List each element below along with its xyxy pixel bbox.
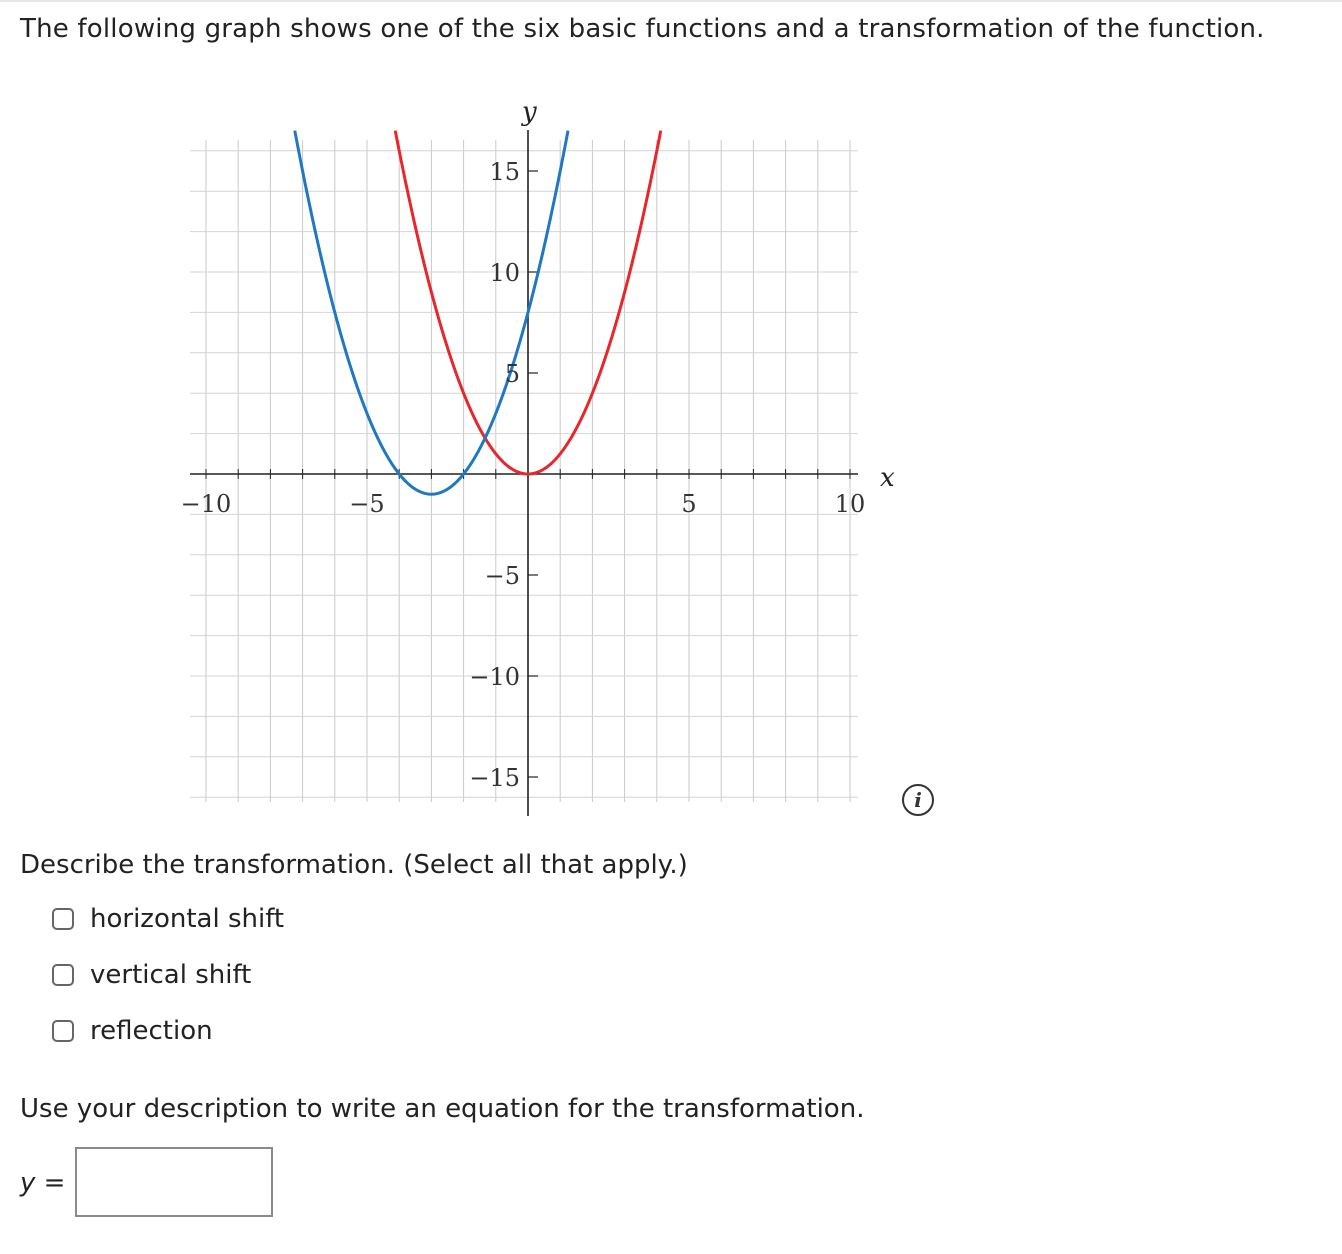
option-horizontal-shift[interactable] [52,904,284,934]
equation-answer-input[interactable] [75,1147,273,1217]
y-tick-label: 10 [489,259,520,287]
checkbox-vertical-shift[interactable] [52,964,74,986]
checkbox-reflection[interactable] [52,1020,74,1042]
y-tick-label: −5 [484,562,520,590]
y-tick-label: −10 [469,663,520,691]
equation-prompt: Use your description to write an equation for the transformation. [20,1094,865,1124]
x-tick-label: −5 [349,490,385,518]
transformation-question: Describe the transformation. (Select all that apply.) [20,850,688,880]
equals-sign: = [43,1168,66,1198]
option-label: vertical shift [90,960,252,990]
option-vertical-shift[interactable] [52,960,251,990]
info-icon[interactable] [902,784,934,816]
equation-label [20,1168,65,1198]
y-tick-label: 15 [489,158,520,186]
y-tick-label: 5 [504,360,520,388]
x-tick-label: −10 [180,490,232,518]
y-axis-label: y [522,97,537,127]
option-label: horizontal shift [90,904,285,934]
checkbox-horizontal-shift[interactable] [52,908,74,930]
info-icon-glyph: i [914,788,922,812]
x-tick-label: 5 [681,490,697,518]
top-divider [0,0,1342,2]
equation-variable: y [20,1168,36,1198]
option-reflection[interactable] [52,1016,213,1046]
y-tick-label: −15 [469,764,520,792]
x-axis-label: x [880,463,895,493]
grid-lines [190,140,858,802]
question-prompt: The following graph shows one of the six basic functions and a transformation of the function. [20,14,1265,44]
option-label: reflection [90,1016,213,1046]
x-tick-label: 10 [834,490,866,518]
graph [150,90,895,830]
